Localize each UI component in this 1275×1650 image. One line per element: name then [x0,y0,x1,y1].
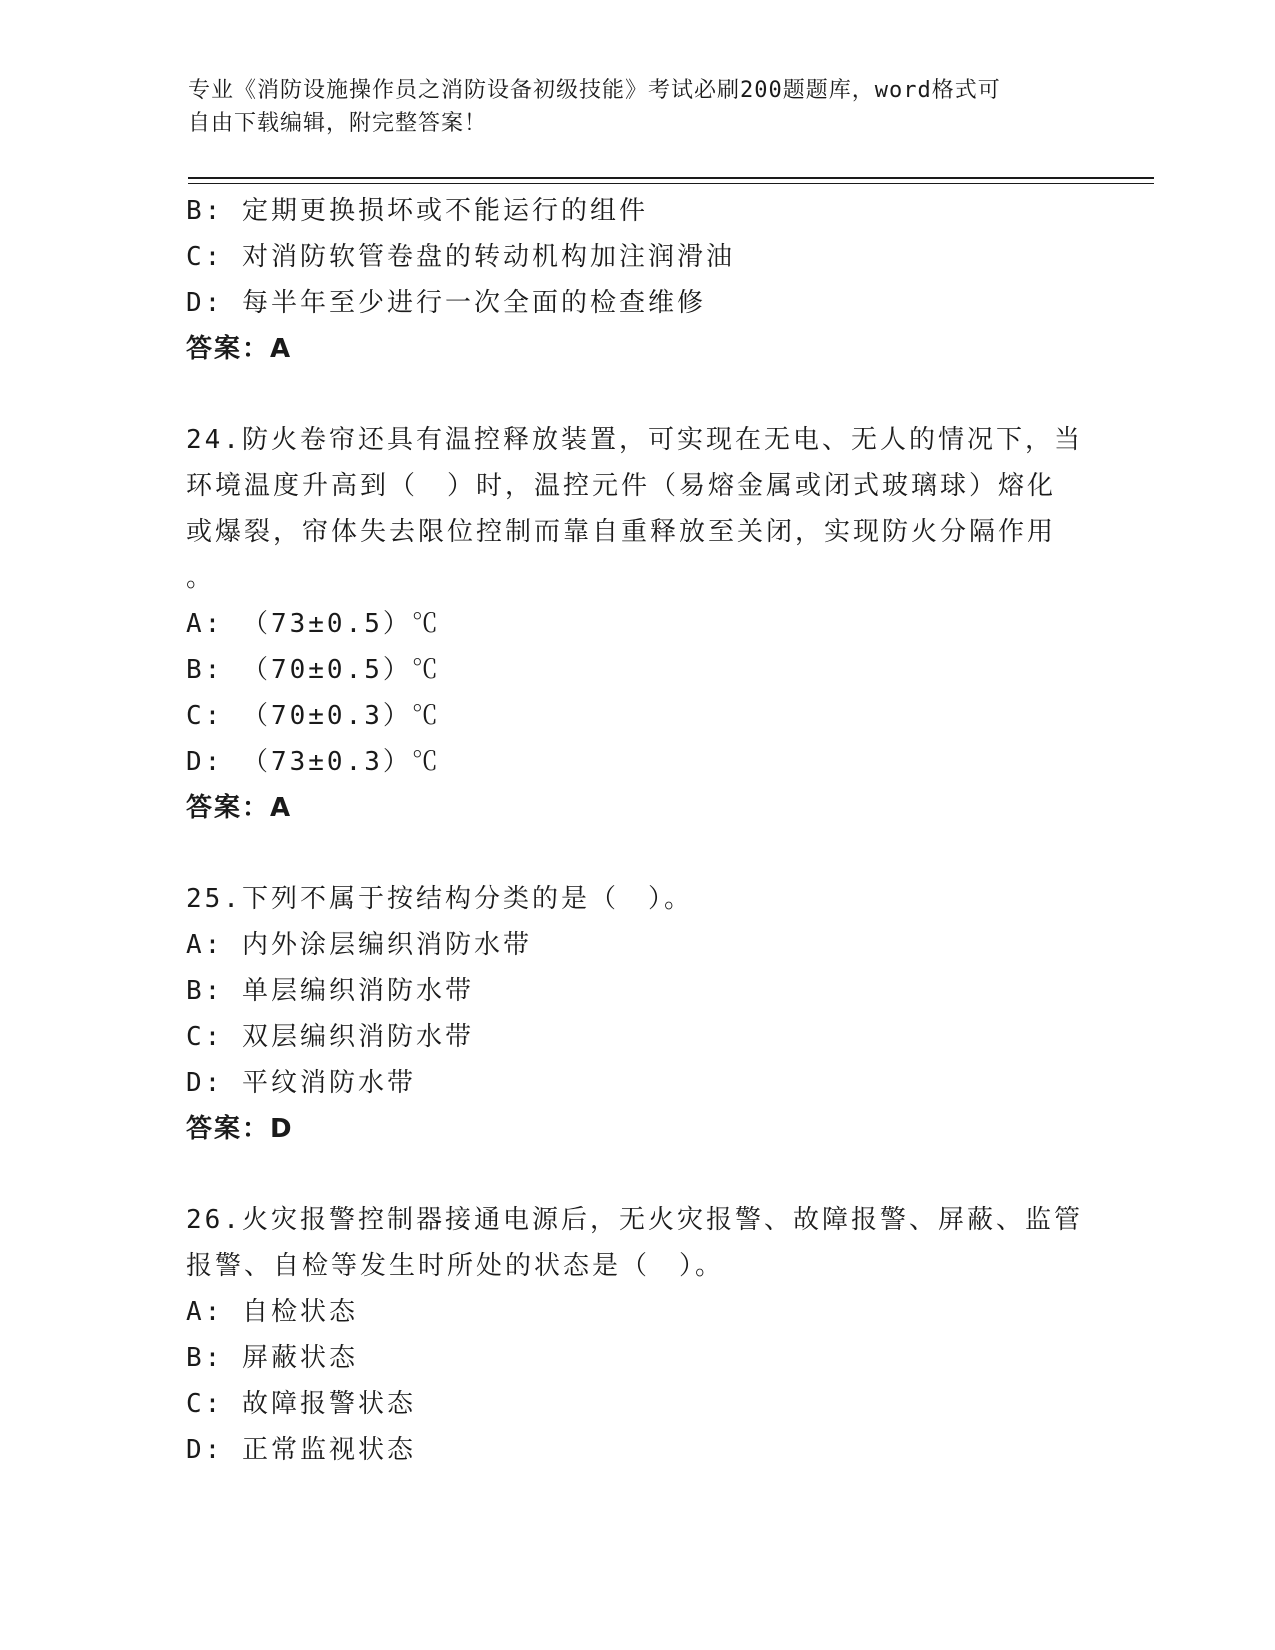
header-line-2: 自由下载编辑，附完整答案！ [188,111,488,136]
question-block-23 [186,188,1086,372]
question-stem-line: 或爆裂，帘体失去限位控制而靠自重释放至关闭，实现防火分隔作用 [186,517,1057,547]
option-b: B: 定期更换损坏或不能运行的组件 [186,196,648,226]
question-stem-line: 报警、自检等发生时所处的状态是（ ）。 [186,1251,725,1281]
option-b: B: 单层编织消防水带 [186,976,474,1006]
question-stem-line: 25.下列不属于按结构分类的是（ ）。 [186,884,693,914]
option-c: C: 故障报警状态 [186,1389,416,1419]
question-stem-line: 环境温度升高到（ ）时，温控元件（易熔金属或闭式玻璃球）熔化 [186,471,1057,501]
answer-line: 答案：A [186,793,293,823]
option-c: C: 对消防软管卷盘的转动机构加注润滑油 [186,242,735,272]
answer-line: 答案：D [186,1114,294,1144]
question-stem-line: 24.防火卷帘还具有温控释放装置，可实现在无电、无人的情况下，当 [186,425,1083,455]
option-a: A: 自检状态 [186,1297,358,1327]
option-a: A: 内外涂层编织消防水带 [186,930,532,960]
header-divider-thin [188,183,1154,184]
option-c: C: 双层编织消防水带 [186,1022,474,1052]
option-a: A: （73±0.5）℃ [186,609,441,639]
question-stem-line: 。 [186,563,216,593]
question-stem-line: 26.火灾报警控制器接通电源后，无火灾报警、故障报警、屏蔽、监管 [186,1205,1083,1235]
option-d: D: （73±0.3）℃ [186,747,441,777]
header-divider-thick [188,177,1154,179]
option-d: D: 每半年至少进行一次全面的检查维修 [186,288,706,318]
answer-line: 答案：A [186,334,293,364]
option-d: D: 平纹消防水带 [186,1068,416,1098]
question-content [186,188,1086,1473]
page-header [188,74,1068,140]
header-line-1: 专业《消防设施操作员之消防设备初级技能》考试必刷200题题库，word格式可 [188,78,1001,103]
option-b: B: （70±0.5）℃ [186,655,441,685]
question-block-25 [186,876,1086,1152]
option-d: D: 正常监视状态 [186,1435,416,1465]
question-block-24 [186,417,1086,831]
option-c: C: （70±0.3）℃ [186,701,441,731]
option-b: B: 屏蔽状态 [186,1343,358,1373]
question-block-26 [186,1197,1086,1473]
